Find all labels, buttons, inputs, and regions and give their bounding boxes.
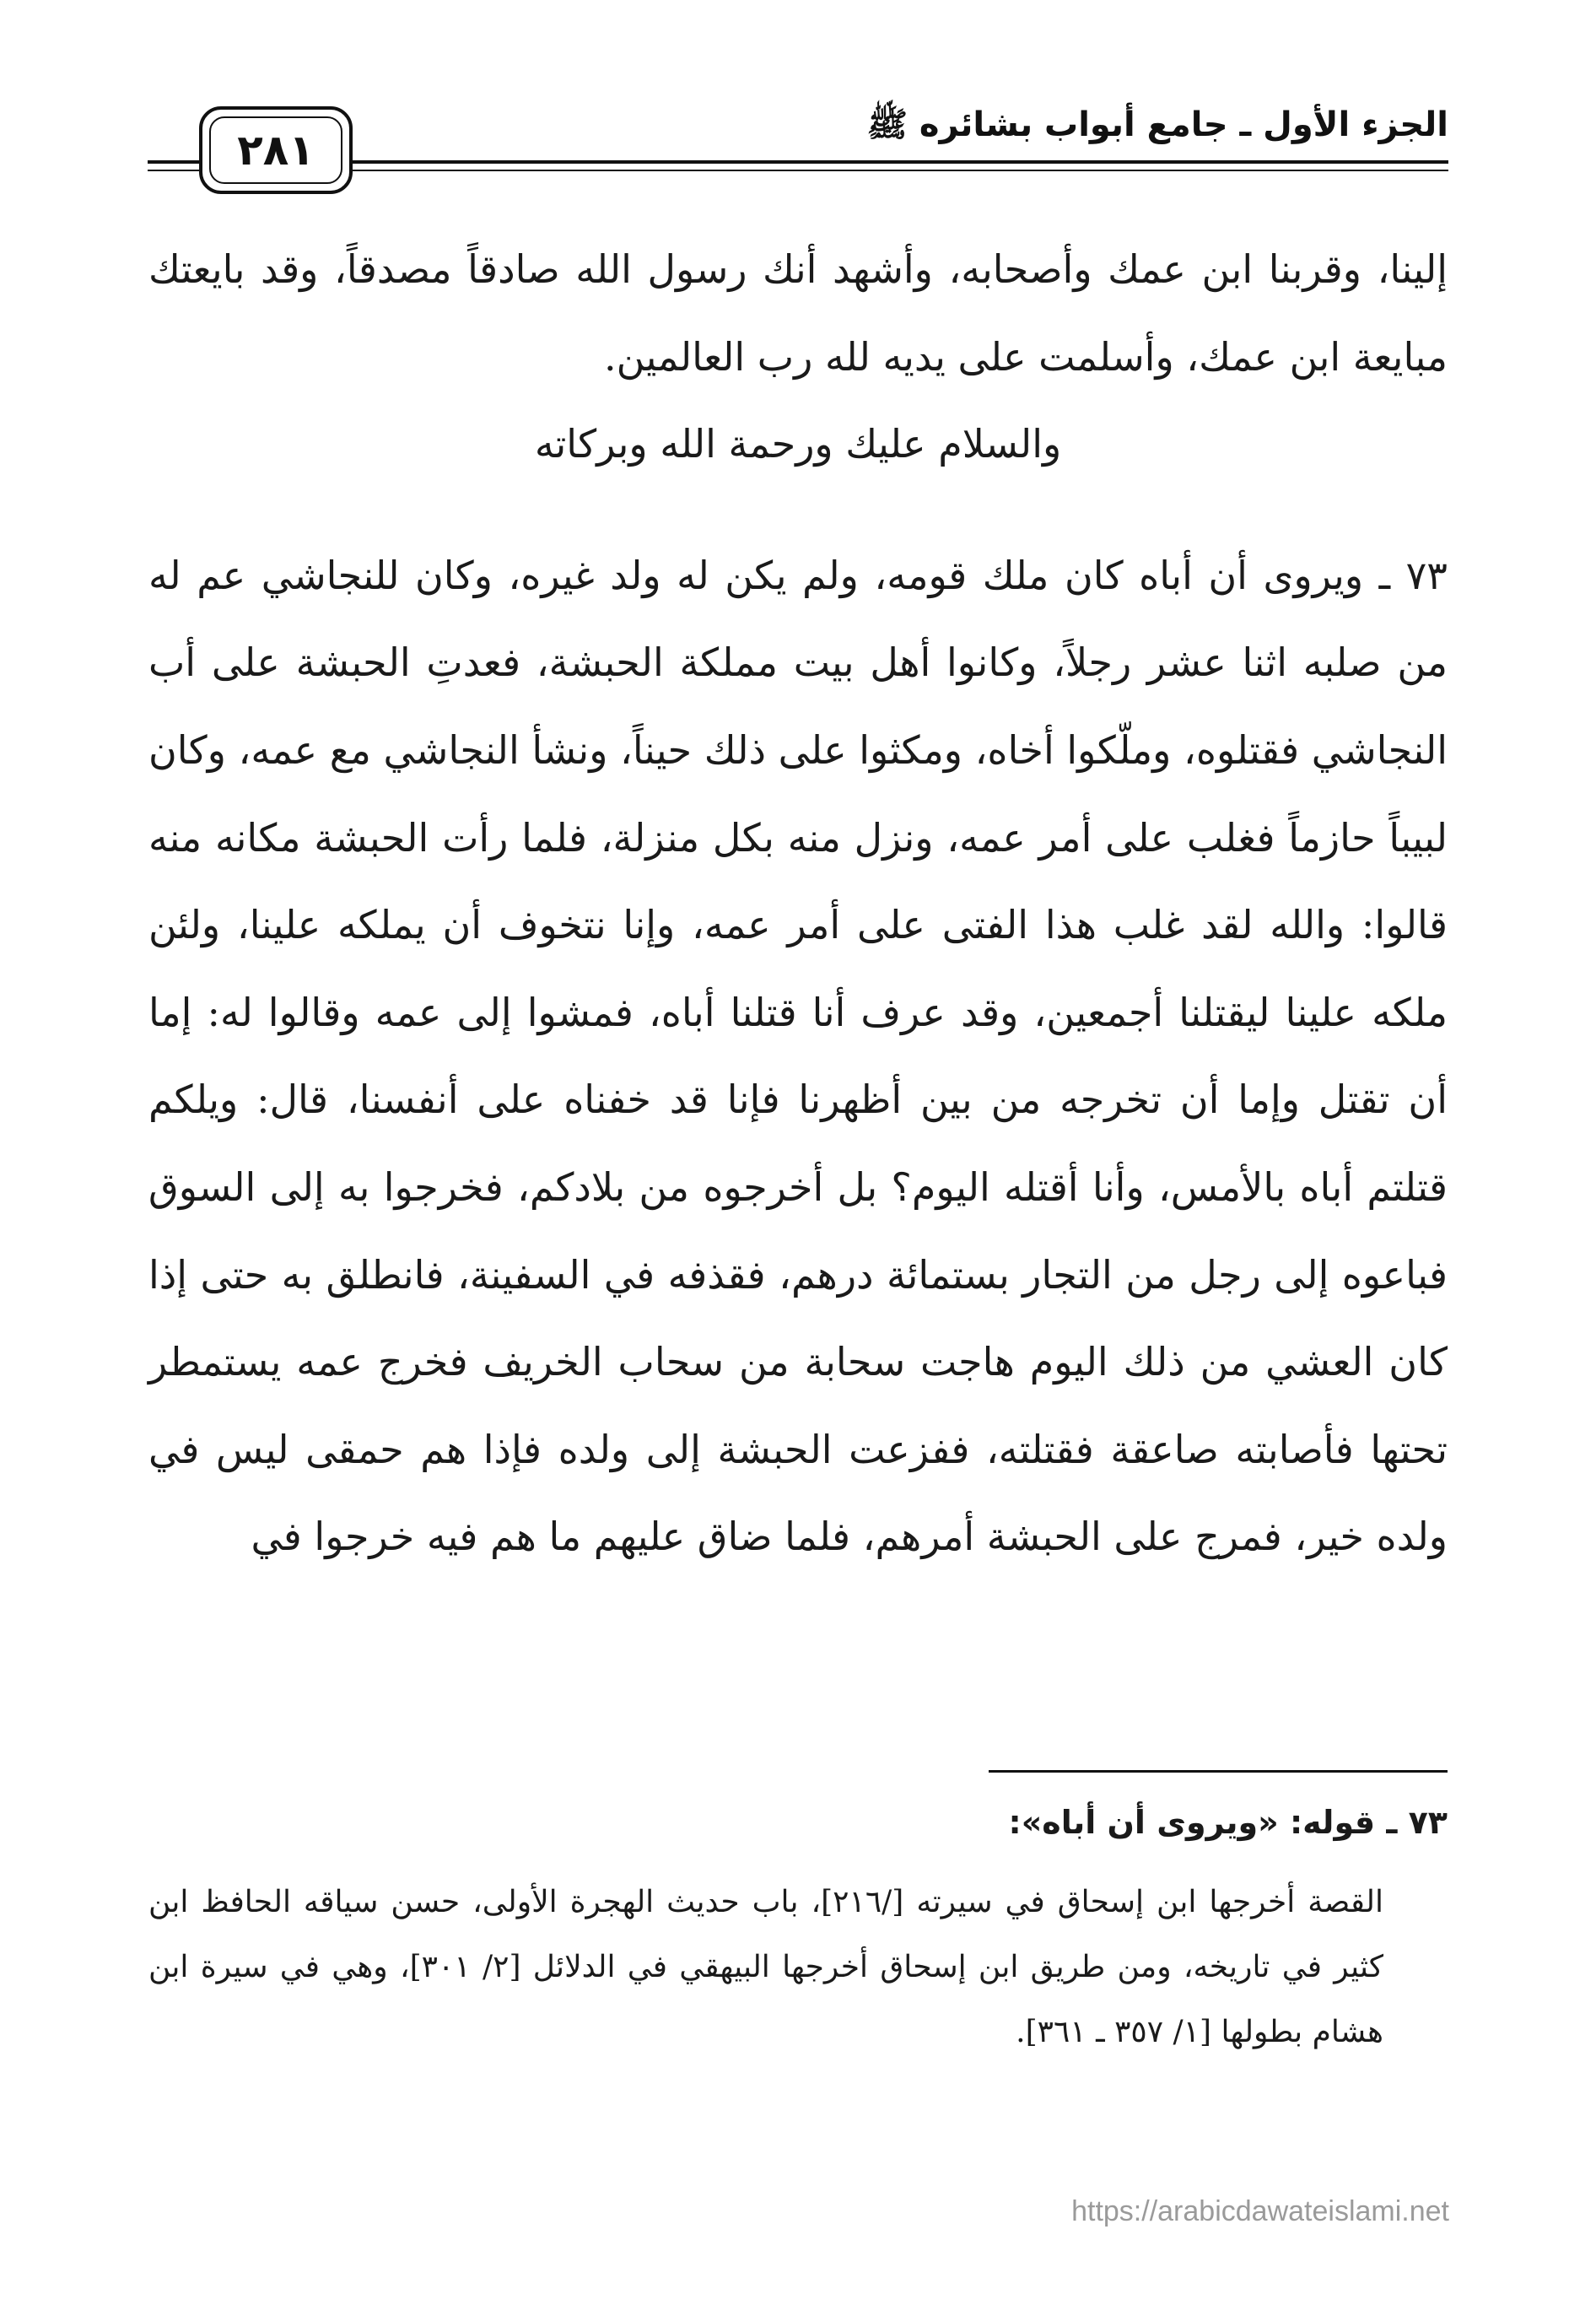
footnote-separator: [989, 1770, 1448, 1773]
footnote-heading: ٧٣ ـ قوله: «ويروى أن أباه»:: [1008, 1804, 1448, 1841]
source-watermark: https://arabicdawateislami.net: [1071, 2195, 1449, 2227]
page-number: ٢٨١: [209, 116, 342, 184]
paragraph-letter-end: إلينا، وقربنا ابن عمك وأصحابه، وأشهد أنك رسول الله صادقاً مصدقاً، وقد بايعتك مبايعة ابن عمك، وأسلمت على يديه لله رب العالمين.: [148, 246, 1448, 380]
closing-salutation: والسلام عليك ورحمة الله وبركاته: [534, 421, 1062, 467]
main-text: [148, 226, 1448, 1736]
footnote-body: القصة أخرجها ابن إسحاق في سيرته [/٢١٦]، باب حديث الهجرة الأولى، حسن سياقه الحافظ ابن كثير في تاريخه، ومن طريق ابن إسحاق أخرجها البيهقي في الدلائل [٢/ ٣٠١]، وهي في سيرة ابن هشام بطولها [١/ ٣٥٧ ـ ٣٦١].: [148, 1885, 1383, 2049]
page-number-frame: [199, 106, 353, 194]
paragraph-73: ٧٣ ـ ويروى أن أباه كان ملك قومه، ولم يكن له ولد غيره، وكان للنجاشي عم له من صلبه اثنا عشر رجلاً، وكانوا أهل بيت مملكة الحبشة، فعدتِ الحبشة على أب النجاشي فقتلوه، وملّكوا أخاه، ومكثوا على ذلك حيناً، ونشأ النجاشي مع عمه، وكان لبيباً حازماً فغلب على أمر عمه، ونزل منه بكل منزلة، فلما رأت الحبشة مكانه منه قالوا: والله لقد غلب هذا الفتى على أمر عمه، وإنا نتخوف أن يملكه علينا، ولئن ملكه علينا ليقتلنا أجمعين، وقد عرف أنا قتلنا أباه، فمشوا إلى عمه وقالوا له: إما أن تقتل وإما أن تخرجه من بين أظهرنا فإنا قد خفناه على أنفسنا، قال: ويلكم قتلتم أباه بالأمس، وأنا أقتله اليوم؟ بل أخرجوه من بلادكم، فخرجوا به إلى السوق فباعوه إلى رجل من التجار بستمائة درهم، فقذفه في السفينة، فانطلق به حتى إذا كان العشي من ذلك اليوم هاجت سحابة من سحاب الخريف فخرج عمه يستمطر تحتها فأصابته صاعقة فقتلته، ففزعت الحبشة إلى ولده فإذا هم حمقى ليس في ولده خير، فمرج على الحبشة أمرهم، فلما ضاق عليهم ما هم فيه خرجوا في: [148, 552, 1448, 1560]
running-header-title: الجزء الأول ـ جامع أبواب بشائره ﷺ: [866, 105, 1448, 144]
footnote-area: [148, 1790, 1448, 2065]
